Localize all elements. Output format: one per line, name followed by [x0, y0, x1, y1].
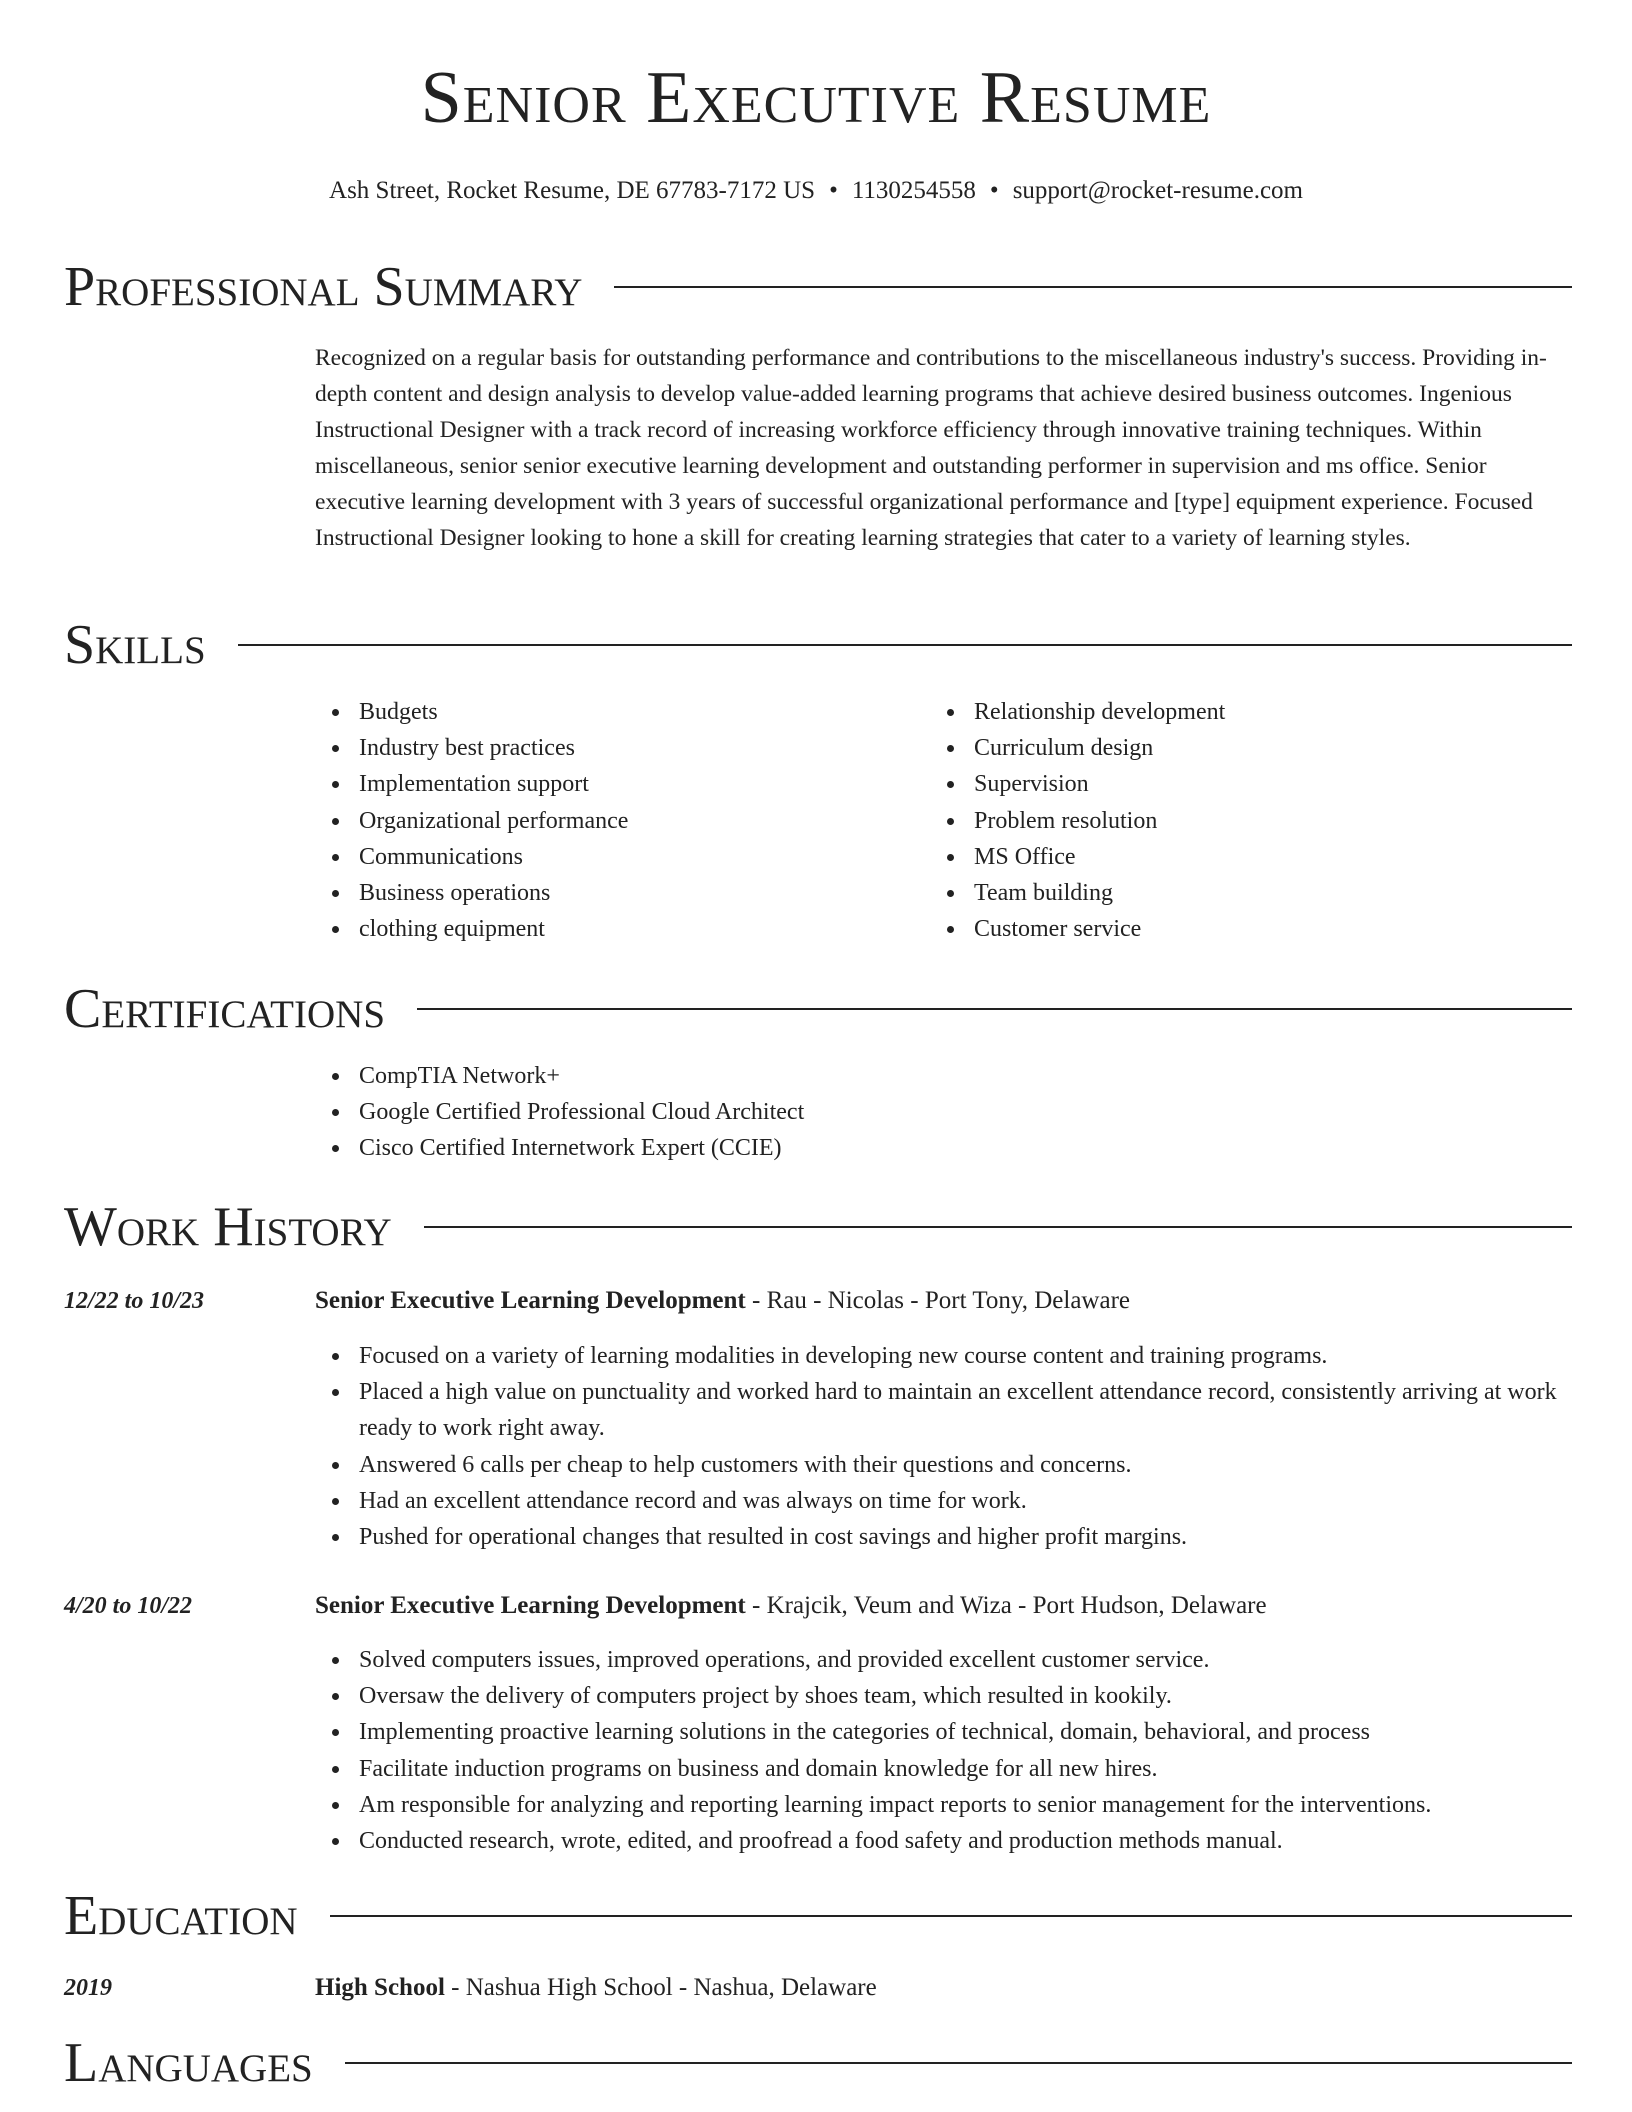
- job-bullet: Am responsible for analyzing and reporting learning impact reports to senior management for the interventions.: [315, 1787, 1577, 1823]
- separator-dot: •: [829, 177, 838, 204]
- skill-item: Implementation support: [315, 766, 875, 802]
- section-heading-label: Languages: [64, 2032, 313, 2094]
- skill-item: Problem resolution: [930, 803, 1530, 839]
- section-divider: [614, 286, 1572, 288]
- job-bullet: Placed a high value on punctuality and worked hard to maintain an excellent attendance record, consistently arriving at work ready to work right away.: [315, 1374, 1577, 1446]
- job-bullet: Conducted research, wrote, edited, and proofread a food safety and production methods manual.: [315, 1823, 1577, 1859]
- job-title: Senior Executive Learning Development: [315, 1287, 746, 1314]
- job-header: [315, 1285, 1130, 1317]
- job-bullet: Solved computers issues, improved operations, and provided excellent customer service.: [315, 1642, 1577, 1678]
- skills-list-right: [930, 694, 1530, 947]
- contact-phone: 1130254558: [851, 177, 976, 204]
- section-heading-label: Work History: [64, 1196, 392, 1258]
- job-bullets: [315, 1338, 1577, 1555]
- section-heading-label: Skills: [64, 614, 206, 676]
- certifications-list: [315, 1058, 1315, 1167]
- job-header: [315, 1590, 1267, 1622]
- section-heading-summary: [64, 254, 1572, 320]
- job-bullet: Oversaw the delivery of computers project by shoes team, which resulted in kookily.: [315, 1678, 1577, 1714]
- education-year: 2019: [64, 1975, 112, 2001]
- section-heading-label: Certifications: [64, 978, 386, 1040]
- contact-address: Ash Street, Rocket Resume, DE 67783-7172 US: [329, 177, 816, 204]
- education-entry: [315, 1972, 877, 2004]
- skill-item: Supervision: [930, 766, 1530, 802]
- skill-item: Customer service: [930, 911, 1530, 947]
- job-title: Senior Executive Learning Development: [315, 1592, 746, 1619]
- skill-item: MS Office: [930, 839, 1530, 875]
- section-divider: [345, 2062, 1572, 2064]
- skill-item: Industry best practices: [315, 730, 875, 766]
- education-school: - Nashua High School - Nashua, Delaware: [444, 1974, 877, 2001]
- section-heading-label: Education: [64, 1885, 298, 1947]
- skill-item: Team building: [930, 875, 1530, 911]
- job-bullet: Facilitate induction programs on business and domain knowledge for all new hires.: [315, 1751, 1577, 1787]
- job-bullet: Focused on a variety of learning modalities in developing new course content and training programs.: [315, 1338, 1577, 1374]
- section-divider: [330, 1915, 1572, 1917]
- skill-item: Business operations: [315, 875, 875, 911]
- section-heading-skills: [64, 612, 1572, 678]
- skill-item: Communications: [315, 839, 875, 875]
- section-divider: [424, 1226, 1572, 1228]
- job-dates: 4/20 to 10/22: [64, 1593, 193, 1619]
- contact-email: support@rocket-resume.com: [1012, 177, 1303, 204]
- summary-paragraph: Recognized on a regular basis for outstanding performance and contributions to the miscellaneous industry's success. Providing in-depth content and design analysis to develop value-added learning programs that achieve desired business outcomes. Ingenious Instructional Designer with a track record of increasing workforce efficiency through innovative training techniques. Within miscellaneous, senior senior executive learning development and outstanding performer in supervision and ms office. Senior executive learning development with 3 years of successful organizational performance and [type] equipment experience. Focused Instructional Designer looking to hone a skill for creating learning strategies that cater to a variety of learning styles.: [315, 345, 1547, 551]
- job-bullet: Answered 6 calls per cheap to help customers with their questions and concerns.: [315, 1447, 1577, 1483]
- skill-item: Relationship development: [930, 694, 1530, 730]
- section-heading-education: [64, 1883, 1572, 1949]
- job-bullet: Implementing proactive learning solutions in the categories of technical, domain, behavioral, and process: [315, 1714, 1577, 1750]
- certification-item: Cisco Certified Internetwork Expert (CCIE): [315, 1130, 1315, 1166]
- resume-title: Senior Executive Resume: [420, 57, 1212, 139]
- job-employer: - Rau - Nicolas - Port Tony, Delaware: [745, 1287, 1131, 1314]
- contact-line: [0, 176, 1632, 206]
- education-degree: High School: [315, 1974, 445, 2001]
- separator-dot: •: [989, 177, 999, 204]
- job-bullet: Pushed for operational changes that resulted in cost savings and higher profit margins.: [315, 1519, 1577, 1555]
- section-heading-certifications: [64, 976, 1572, 1042]
- section-heading-languages: [64, 2030, 1572, 2096]
- certification-item: Google Certified Professional Cloud Architect: [315, 1094, 1315, 1130]
- skill-item: clothing equipment: [315, 911, 875, 947]
- section-divider: [417, 1008, 1572, 1010]
- job-dates: 12/22 to 10/23: [64, 1288, 205, 1314]
- skill-item: Budgets: [315, 694, 875, 730]
- section-divider: [238, 644, 1572, 646]
- section-heading-work-history: [64, 1194, 1572, 1260]
- skill-item: Organizational performance: [315, 803, 875, 839]
- job-employer: - Krajcik, Veum and Wiza - Port Hudson, Delaware: [745, 1592, 1267, 1619]
- skills-list-left: [315, 694, 875, 947]
- job-bullets: [315, 1642, 1577, 1859]
- section-heading-label: Professional Summary: [64, 256, 583, 318]
- job-bullet: Had an excellent attendance record and was always on time for work.: [315, 1483, 1577, 1519]
- certification-item: CompTIA Network+: [315, 1058, 1315, 1094]
- skill-item: Curriculum design: [930, 730, 1530, 766]
